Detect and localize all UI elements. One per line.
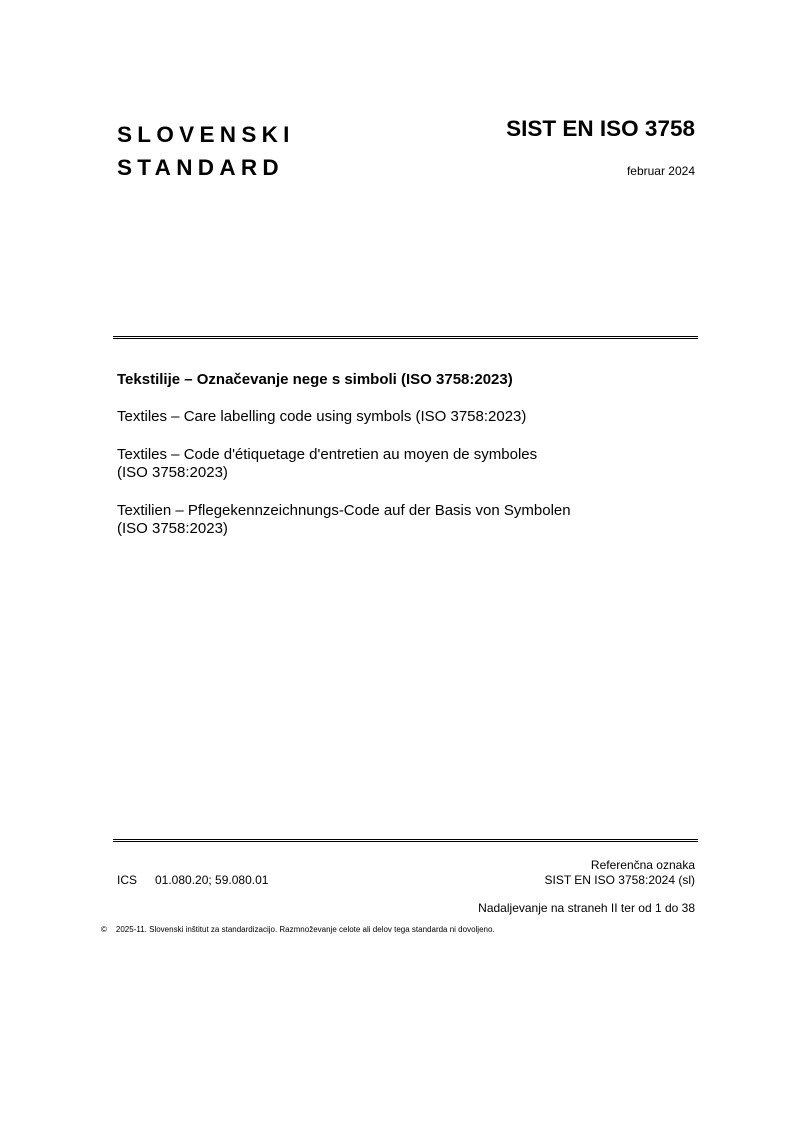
reference-label: Referenčna oznaka [590,858,695,872]
title-block [117,371,687,558]
reference-designation [544,858,695,888]
ics-codes: 01.080.20; 59.080.01 [155,873,269,887]
top-divider [113,336,698,339]
ics-classification [117,873,268,887]
title-english: Textiles – Care labelling code using symbols (ISO 3758:2023) [117,408,527,425]
copyright-text: 2025-11. Slovenski inštitut za standardizacijo. Razmnoževanje celote ali delov tega standarda ni dovoljeno. [115,925,495,934]
bottom-divider [113,839,698,842]
title-slovenian: Tekstilije – Označevanje nege s simboli (ISO 3758:2023) [117,371,513,388]
brand-line-1: SLOVENSKI [117,122,295,147]
ics-label: ICS [117,873,138,887]
title-german: Textilien – Pflegekennzeichnungs-Code auf der Basis von Symbolen (ISO 3758:2023) [117,502,571,537]
copyright-notice [101,925,495,934]
copyright-icon: © [101,925,107,934]
standard-number: SIST EN ISO 3758 [506,116,695,141]
title-french: Textiles – Code d'étiquetage d'entretien au moyen de symboles (ISO 3758:2023) [117,446,538,481]
page-continuation-note: Nadaljevanje na straneh II ter od 1 do 38 [478,901,695,915]
brand-title [117,118,295,184]
brand-line-2: STANDARD [117,155,284,180]
reference-value: SIST EN ISO 3758:2024 (sl) [544,873,695,887]
publication-date: februar 2024 [626,164,695,178]
